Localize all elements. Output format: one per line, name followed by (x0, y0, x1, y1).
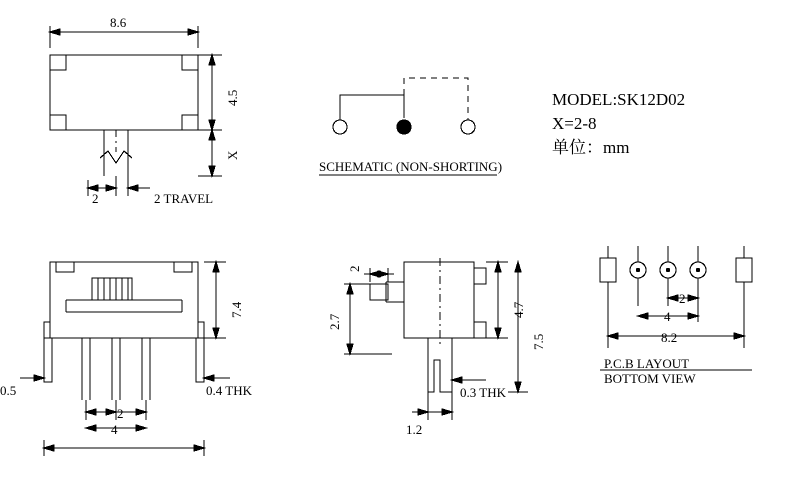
dim-front-thickness: 0.4 THK (206, 383, 252, 398)
model-label: MODEL:SK12D02 (552, 90, 686, 109)
dim-side-pin-thickness: 0.3 THK (460, 385, 506, 400)
dim-side-total-height: 7.5 (531, 333, 546, 350)
dim-travel-offset: 2 (92, 191, 99, 206)
dim-pcb-hole-pitch: 2 (679, 291, 686, 306)
dim-front-body-height: 7.4 (229, 301, 244, 318)
title-block (552, 88, 685, 160)
dim-side-body-height: 4.7 (511, 301, 526, 318)
dim-front-left-edge: 0.5 (0, 383, 17, 398)
dim-front-pin-span: 4 (111, 422, 118, 437)
x-range-label: X=2-8 (552, 114, 597, 134)
pcb-caption-line2: BOTTOM VIEW (604, 371, 696, 386)
dim-pcb-overall: 8.2 (661, 330, 678, 345)
dim-top-width: 8.6 (110, 15, 127, 30)
dim-pcb-hole-span: 4 (664, 309, 671, 324)
dim-travel: 2 TRAVEL (154, 191, 214, 206)
dim-side-actuator-width: 2 (347, 265, 362, 272)
dim-side-actuator-height: 2.7 (327, 313, 342, 330)
units-label: 单位：mm (552, 138, 630, 158)
schematic-caption: SCHEMATIC (NON-SHORTING) (319, 159, 503, 174)
pcb-caption-line1: P.C.B LAYOUT (604, 356, 690, 371)
dim-stroke-letter: X (225, 150, 240, 160)
dim-front-pin-pitch: 2 (117, 406, 124, 421)
dim-side-pin-width: 1.2 (406, 422, 423, 437)
dim-top-height: 4.5 (225, 89, 240, 106)
